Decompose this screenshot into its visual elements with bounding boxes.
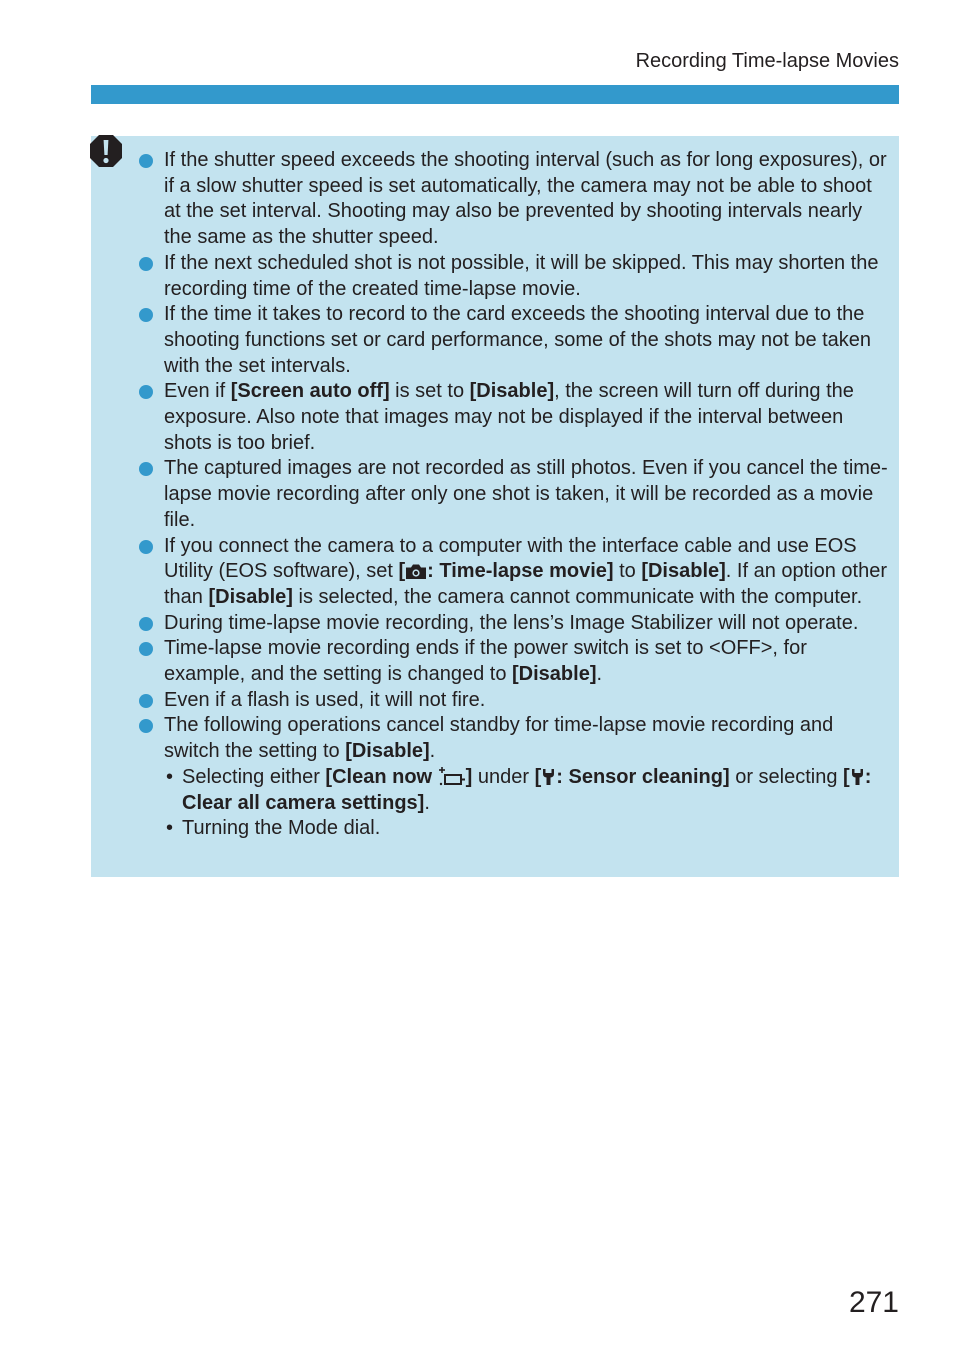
option-disable: [Disable] — [345, 740, 430, 763]
note-item: If the next scheduled shot is not possible, it will be skipped. This may shorten the recording time of the created time-lapse movie. — [138, 251, 890, 302]
sub-list — [164, 765, 890, 842]
option-disable: [Disable] — [208, 585, 293, 608]
bullet-dot — [139, 617, 153, 631]
header-accent-bar — [91, 85, 899, 104]
bullet-dot — [139, 540, 153, 554]
option-disable: [Disable] — [641, 560, 726, 583]
power-switch-off-label: OFF — [720, 637, 761, 660]
note-item: The captured images are not recorded as still photos. Even if you cancel the time-lapse movie recording after only one shot is taken, it will be recorded as a movie file. — [138, 456, 890, 533]
menu-clean-now: [Clean now ] — [325, 765, 473, 788]
menu-clear-all-camera-settings: [ : Clear all camera settings] — [182, 765, 872, 814]
note-item: Time-lapse movie recording ends if the power switch is set to <OFF>, for example, and the setting is changed to [Disable]. — [138, 636, 890, 687]
bullet-dot — [139, 462, 153, 476]
menu-screen-auto-off: [Screen auto off] — [230, 380, 390, 403]
running-header: Recording Time-lapse Movies — [635, 50, 899, 72]
sub-bullet: • — [166, 765, 174, 788]
menu-time-lapse-movie: [ : Time-lapse movie] — [398, 560, 614, 583]
sub-list-item: • Selecting either [Clean now ] under [ : Sensor cleaning] or selecting [ : Clear all camera settings]. — [166, 765, 872, 814]
bullet-dot — [139, 308, 153, 322]
note-item: If the shutter speed exceeds the shooting interval (such as for long exposures), or if a slow shutter speed is set automatically, the camera may not be able to shoot at the set interval. Shooting may also be prevented by shooting intervals nearly the same as the shutter speed. — [138, 148, 890, 251]
note-item: If you connect the camera to a computer with the interface cable and use EOS Utility (EOS software), set [ : Time-lapse movie] to [Disable]. If an option other than [Disable] is selected, the camera cannot communicate with the computer. — [138, 534, 890, 611]
sub-bullet: • — [166, 817, 174, 840]
caution-box — [91, 136, 899, 877]
note-item: Even if [Screen auto off] is set to [Disable], the screen will turn off during the exposure. Also note that images may not be displayed if the interval between shots is too brief. — [138, 379, 890, 456]
caution-icon — [89, 134, 123, 168]
caution-notes — [138, 148, 890, 842]
bullet-dot — [139, 642, 153, 656]
wrench-icon — [541, 768, 556, 786]
note-item: If the time it takes to record to the card exceeds the shooting interval due to the shooting functions set or card performance, some of the shots may not be taken with the set intervals. — [138, 302, 890, 379]
page-number: 271 — [848, 1286, 899, 1319]
note-item: The following operations cancel standby for time-lapse movie recording and switch the setting to [Disable]. • Selecting either [Clean now ] under [ : Sensor cleaning] or selecting [ : Clear all camera settings]. • Turning the Mode dial. — [138, 713, 890, 842]
wrench-icon — [850, 768, 865, 786]
bullet-dot — [139, 385, 153, 399]
note-item: During time-lapse movie recording, the lens’s Image Stabilizer will not operate. — [138, 611, 890, 637]
bullet-dot — [139, 719, 153, 733]
bullet-dot — [139, 257, 153, 271]
bullet-dot — [139, 694, 153, 708]
sensor-clean-icon — [438, 766, 466, 786]
option-disable: [Disable] — [469, 380, 555, 403]
bullet-dot — [139, 154, 153, 168]
menu-sensor-cleaning: [ : Sensor cleaning] — [534, 765, 730, 788]
sub-list-item: • Turning the Mode dial. — [164, 816, 890, 842]
camera-icon — [405, 563, 427, 580]
note-item: Even if a flash is used, it will not fire. — [138, 688, 890, 714]
option-disable: [Disable] — [512, 663, 597, 686]
